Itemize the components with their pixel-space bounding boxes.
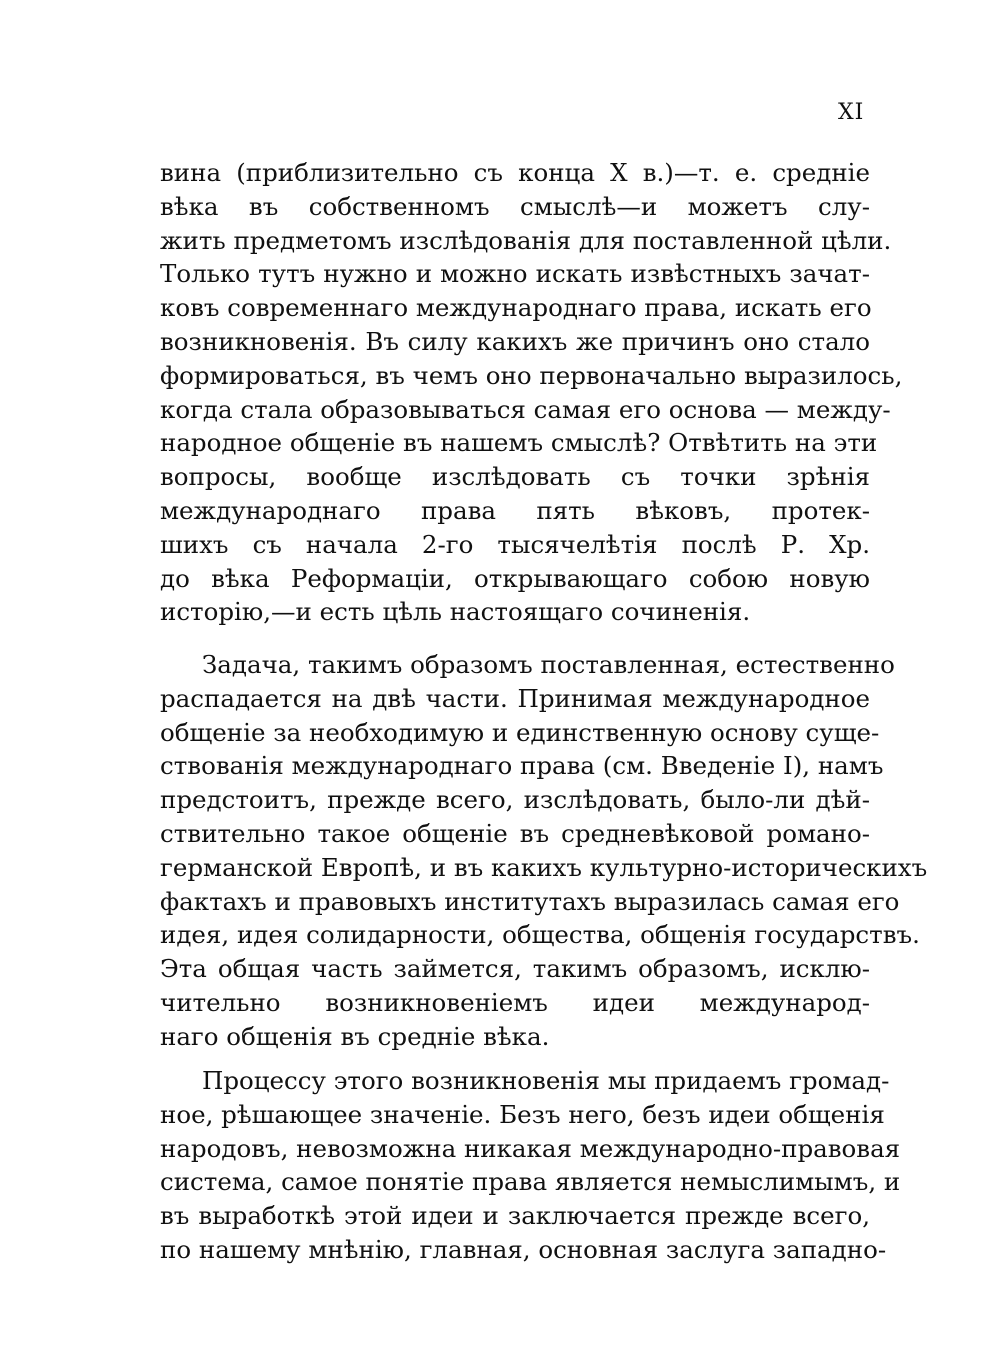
paragraph-3 [160,1064,901,1267]
paragraph-2 [160,648,928,1054]
text-line: международнаго права пять вѣковъ, протек- [160,495,870,525]
text-line: наго общенія въ средніе вѣка. [160,1021,550,1051]
text-line: Только тутъ нужно и можно искать извѣстныхъ зачат- [160,259,870,289]
text-line: въ выработкѣ этой идеи и заключается прежде всего, [160,1201,870,1231]
text-line: система, самое понятіе права является немыслимымъ, и [160,1167,901,1197]
text-line: формироваться, въ чемъ оно первоначально выразилось, [160,360,903,390]
text-line: вина (приблизительно съ конца X в.)—т. е. средніе [160,158,870,187]
text-line: идея, идея солидарности, общества, общенія государствъ. [160,920,920,950]
text-line: жить предметомъ изслѣдованія для поставленной цѣли. [160,225,892,255]
text-line: исторію,—и есть цѣль настоящаго сочиненія. [160,597,751,627]
text-line: распадается на двѣ части. Принимая международное [160,683,870,713]
text-line: вѣка въ собственномъ смыслѣ—и можетъ слу- [160,191,870,221]
text-line: ствованія международнаго права (см. Введеніе I), намъ [160,751,884,781]
text-line: по нашему мнѣнію, главная, основная заслуга западно- [160,1234,887,1264]
text-line: Эта общая часть займется, такимъ образомъ, исклю- [160,954,870,984]
text-line: ковъ современнаго международнаго права, искать его [160,293,872,323]
text-line: Задача, такимъ образомъ поставленная, естественно [202,650,895,679]
text-line: фактахъ и правовыхъ институтахъ выразилась самая его [160,886,900,916]
text-line: ное, рѣшающее значеніе. Безъ него, безъ идеи общенія [160,1099,885,1129]
text-line: народовъ, невозможна никакая международно-правовая [160,1133,901,1163]
paragraph-1 [160,156,903,629]
text-line: народное общеніе въ нашемъ смыслѣ? Отвѣтить на эти [160,428,878,458]
text-line: чительно возникновеніемъ идеи международ- [160,987,870,1017]
text-line: германской Европѣ, и въ какихъ культурно-историческихъ [160,852,928,882]
text-line: до вѣка Реформаціи, открывающаго собою новую [160,563,870,593]
page-number: XI [838,100,865,125]
text-line: когда стала образовываться самая его основа — между- [160,394,891,424]
text-line: общеніе за необходимую и единственную основу суще- [160,717,880,747]
text-line: шихъ съ начала 2-го тысячелѣтія послѣ Р. Хр. [160,529,870,559]
text-line: вопросы, вообще изслѣдовать съ точки зрѣнія [160,462,870,492]
text-line: Процессу этого возникновенія мы придаемъ громад- [202,1066,890,1095]
text-line: возникновенія. Въ силу какихъ же причинъ оно стало [160,326,870,356]
text-line: предстоитъ, прежде всего, изслѣдовать, было-ли дѣй- [160,785,870,815]
text-line: ствительно такое общеніе въ средневѣковой романо- [160,818,870,848]
